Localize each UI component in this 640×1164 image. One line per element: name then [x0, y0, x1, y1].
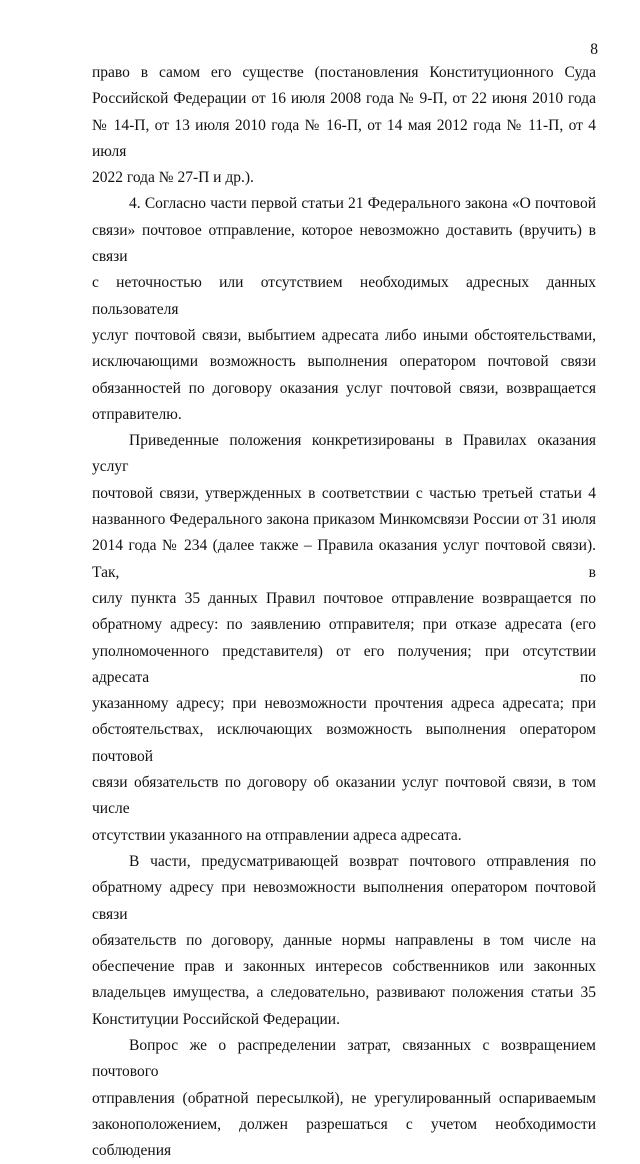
paragraph-2-line-5: исключающими возможность выполнения оператором почтовой связи: [92, 353, 596, 371]
paragraph-4-line-2: обратному адресу при невозможности выполнения оператором почтовой связи: [92, 879, 596, 923]
page-number: 8: [590, 41, 598, 58]
paragraph-3-line-9: обстоятельствах, исключающих возможность выполнения оператором почтовой: [92, 721, 596, 765]
paragraph-4-line-4: обеспечение прав и законных интересов собственников или законных: [92, 958, 596, 976]
paragraph-4-line-6: Конституции Российской Федерации.: [92, 1010, 340, 1028]
paragraph-4-line-1: В части, предусматривающей возврат почтового отправления по: [129, 852, 596, 870]
paragraph-3-line-8: указанному адресу; при невозможности прочтения адреса адресата; при: [92, 695, 596, 713]
paragraph-2-line-3: с неточностью или отсутствием необходимых адресных данных пользователя: [92, 274, 596, 318]
paragraph-2-line-4: услуг почтовой связи, выбытием адресата либо иными обстоятельствами,: [92, 326, 596, 344]
paragraph-3-line-10: связи обязательств по договору об оказании услуг почтовой связи, в том числе: [92, 774, 596, 818]
paragraph-5-line-3: законоположением, должен разрешаться с учетом необходимости соблюдения: [92, 1115, 596, 1160]
paragraph-3-line-4: 2014 года № 234 (далее также – Правила оказания услуг почтовой связи). Так, в: [92, 537, 596, 581]
paragraph-3-line-11: отсутствии указанного на отправлении адреса адресата.: [92, 826, 462, 844]
paragraph-4-line-5: владельцев имущества, а следовательно, развивают положения статьи 35: [92, 984, 596, 1002]
paragraph-1-line-4: 2022 года № 27-П и др.).: [92, 169, 254, 187]
paragraph-2-line-7: отправителю.: [92, 405, 182, 423]
paragraph-3-line-2: почтовой связи, утвержденных в соответствии с частью третьей статьи 4: [92, 484, 596, 502]
paragraph-2-line-6: обязанностей по договору оказания услуг почтовой связи, возвращается: [92, 379, 596, 397]
paragraph-5-line-1: Вопрос же о распределении затрат, связанных с возвращением почтового: [92, 1036, 596, 1081]
paragraph-3-line-5: силу пункта 35 данных Правил почтовое отправление возвращается по: [92, 589, 596, 607]
paragraph-4-line-3: обязательств по договору, данные нормы направлены в том числе на: [92, 931, 596, 949]
paragraph-2-line-1: 4. Согласно части первой статьи 21 Федерального закона «О почтовой: [129, 195, 596, 213]
paragraph-3-line-7: уполномоченного представителя) от его получения; при отсутствии адресата по: [92, 642, 596, 686]
paragraph-3-line-6: обратному адресу: по заявлению отправителя; при отказе адресата (его: [92, 616, 596, 634]
paragraph-3-line-3: названного Федерального закона приказом Минкомсвязи России от 31 июля: [92, 511, 596, 529]
paragraph-1-line-3: № 14-П, от 13 июля 2010 года № 16-П, от 14 мая 2012 года № 11-П, от 4 июля: [92, 116, 596, 160]
paragraph-3-line-1: Приведенные положения конкретизированы в Правилах оказания услуг: [92, 432, 596, 476]
paragraph-2-line-2: связи» почтовое отправление, которое невозможно доставить (вручить) в связи: [92, 221, 596, 266]
paragraph-1-line-2: Российской Федерации от 16 июля 2008 года № 9-П, от 22 июня 2010 года: [92, 90, 596, 108]
document-body: [92, 60, 596, 1164]
paragraph-5-line-2: отправления (обратной пересылкой), не урегулированный оспариваемым: [92, 1089, 596, 1107]
paragraph-1-line-1: право в самом его существе (постановления Конституционного Суда: [92, 64, 596, 81]
